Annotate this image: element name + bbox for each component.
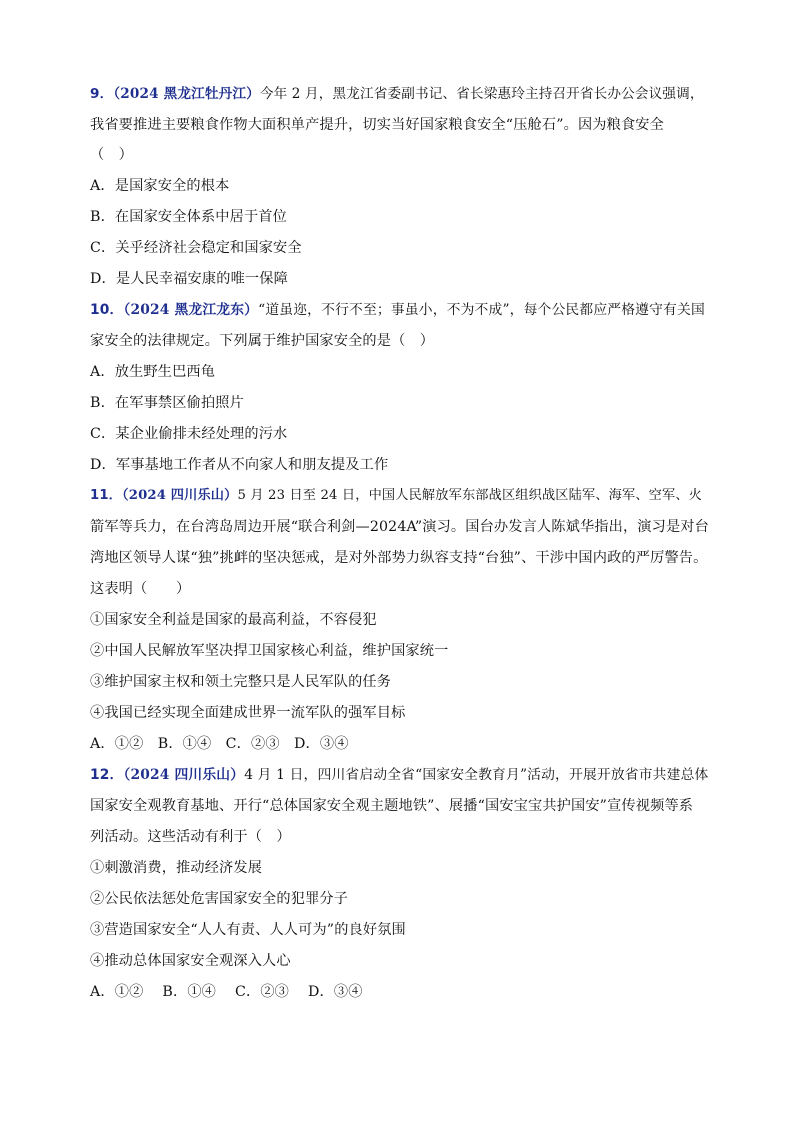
question-9-option-b: B．在国家安全体系中居于首位 bbox=[90, 209, 287, 225]
question-11-number: 11． bbox=[90, 488, 122, 503]
question-10-source: （2024 黑龙江龙东） bbox=[123, 302, 259, 318]
question-12-statement-2: ②公民依法惩处危害国家安全的犯罪分子 bbox=[90, 891, 349, 907]
question-12-statement-4: ④推动总体国家安全观深入人心 bbox=[90, 953, 291, 969]
question-12-stem-1: 4 月 1 日，四川省启动全省“国家安全教育月”活动，开展开放省市共建总体 bbox=[244, 767, 709, 783]
question-11-source: （2024 四川乐山） bbox=[122, 488, 238, 503]
question-12-number: 12． bbox=[90, 767, 124, 783]
question-12-line-1 bbox=[90, 765, 708, 785]
question-12-source: （2024 四川乐山） bbox=[123, 767, 245, 783]
question-9-option-d: D．是人民幸福安康的唯一保障 bbox=[90, 271, 288, 287]
question-11-answer-options: A．①② B．①④ C．②③ D．③④ bbox=[90, 736, 349, 752]
question-9-stem-1: 今年 2 月，黑龙江省委副书记、省长梁惠玲主持召开省长办公会议强调， bbox=[259, 86, 704, 102]
question-10-option-b: B．在军事禁区偷拍照片 bbox=[90, 395, 244, 411]
question-11-statement-4: ④我国已经实现全面建成世界一流军队的强军目标 bbox=[90, 705, 406, 721]
question-11-statement-3: ③维护国家主权和领土完整只是人民军队的任务 bbox=[90, 674, 392, 690]
question-11-stem-1: 5 月 23 日至 24 日，中国人民解放军东部战区组织战区陆军、海军、空军、火 bbox=[237, 488, 703, 503]
question-9-line-1 bbox=[90, 84, 704, 104]
question-12-stem-3: 列活动。这些活动有利于（ ） bbox=[90, 829, 291, 845]
question-10-stem-1: “道虽迩，不行不至；事虽小，不为不成”，每个公民都应严格遵守有关国 bbox=[258, 302, 705, 318]
question-10-option-c: C．某企业偷排未经处理的污水 bbox=[90, 426, 288, 442]
question-10-option-a: A．放生野生巴西龟 bbox=[90, 364, 216, 380]
question-12-answer-options: A．①② B．①④ C．②③ D．③④ bbox=[90, 984, 363, 1000]
question-11-stem-4: 这表明（ ） bbox=[90, 581, 191, 597]
question-10-stem-2: 家安全的法律规定。下列属于维护国家安全的是（ ） bbox=[90, 333, 435, 349]
question-10-option-d: D．军事基地工作者从不向家人和朋友提及工作 bbox=[90, 457, 389, 473]
question-10-number: 10． bbox=[90, 302, 124, 318]
question-11-stem-2: 箭军等兵力，在台湾岛周边开展“联合利剑—2024A”演习。国台办发言人陈斌华指出，演习是对台 bbox=[90, 519, 709, 535]
question-12-statement-1: ①刺激消费，推动经济发展 bbox=[90, 860, 263, 876]
question-9-option-c: C．关乎经济社会稳定和国家安全 bbox=[90, 240, 302, 256]
question-12-stem-2: 国家安全观教育基地、开行“总体国家安全观主题地铁”、展播“国安宝宝共护国安”宣传视频等系 bbox=[90, 798, 694, 814]
question-9-number: 9． bbox=[90, 86, 114, 102]
question-11-line-1 bbox=[90, 486, 702, 506]
question-9-stem-3: （ ） bbox=[90, 147, 134, 163]
question-12-statement-3: ③营造国家安全“人人有责、人人可为”的良好氛围 bbox=[90, 922, 406, 938]
question-9-option-a: A．是国家安全的根本 bbox=[90, 178, 230, 194]
question-10-line-1 bbox=[90, 300, 705, 320]
question-9-stem-2: 我省要推进主要粮食作物大面积单产提升，切实当好国家粮食安全“压舱石”。因为粮食安全 bbox=[90, 117, 664, 133]
question-11-stem-3: 湾地区领导人谋“独”挑衅的坚决惩戒，是对外部势力纵容支持“台独”、干涉中国内政的严厉警告。 bbox=[90, 550, 708, 566]
question-11-statement-2: ②中国人民解放军坚决捍卫国家核心利益，维护国家统一 bbox=[90, 643, 449, 659]
question-11-statement-1: ①国家安全利益是国家的最高利益，不容侵犯 bbox=[90, 612, 377, 628]
question-9-source: （2024 黑龙江牡丹江） bbox=[113, 86, 260, 102]
